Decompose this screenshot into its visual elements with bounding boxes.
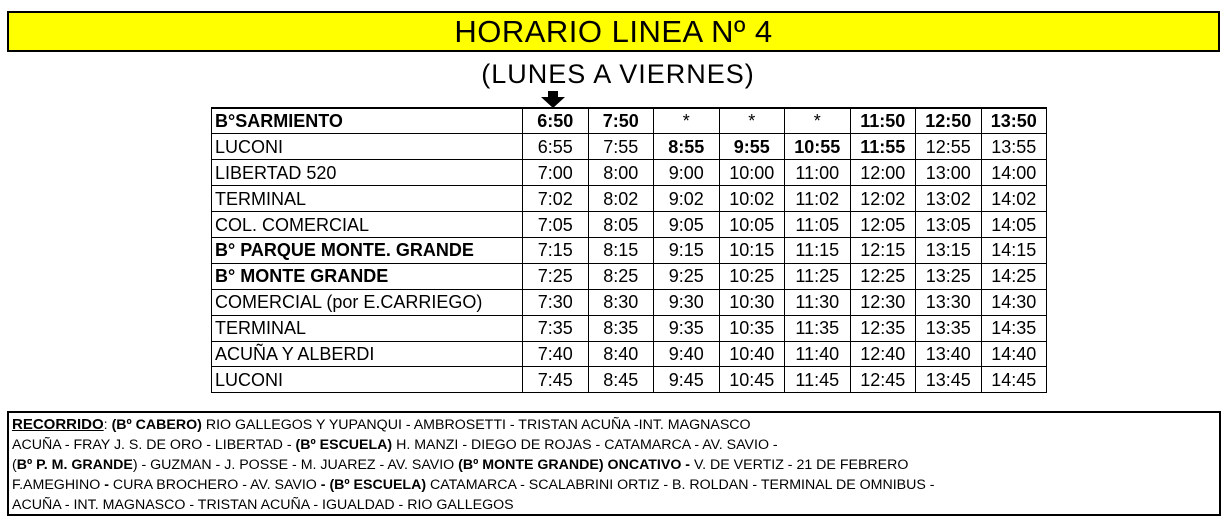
table-row [212,212,1047,238]
departure-time: 14:40 [981,341,1047,367]
departure-time: 14:00 [981,160,1047,186]
departure-time: 13:05 [916,212,982,238]
departure-time: 11:40 [785,341,851,367]
stop-name: TERMINAL [212,186,523,212]
departure-time: 8:45 [588,367,654,393]
departure-time: 9:55 [719,134,785,160]
departure-time: 7:15 [523,237,589,263]
route-label: RECORRIDO [12,416,104,433]
departure-time: 12:55 [916,134,982,160]
departure-time: 9:40 [654,341,720,367]
route-segment: ACUÑA - FRAY J. S. DE ORO - LIBERTAD - [12,437,296,453]
departure-time: 8:15 [588,237,654,263]
schedule-days: (LUNES A VIERNES) [481,59,755,89]
departure-time: 11:30 [785,289,851,315]
departure-time: 10:30 [719,289,785,315]
departure-time: 9:30 [654,289,720,315]
departure-time: 8:02 [588,186,654,212]
departure-time: 7:35 [523,315,589,341]
departure-time: 12:35 [850,315,916,341]
departure-time: 13:45 [916,367,982,393]
departure-time: 10:15 [719,237,785,263]
departure-time: 8:30 [588,289,654,315]
page-title-text: HORARIO LINEA Nº 4 [454,14,773,49]
departure-time: 7:25 [523,263,589,289]
departure-time: 6:50 [523,108,589,134]
departure-time: 14:25 [981,263,1047,289]
departure-time: * [654,108,720,134]
route-description [7,411,1221,516]
route-line [12,435,1219,455]
route-segment: Bº P. M. GRANDE [16,457,133,473]
departure-time: 7:30 [523,289,589,315]
departure-time: * [719,108,785,134]
departure-time: 10:00 [719,160,785,186]
stop-name: LIBERTAD 520 [212,160,523,186]
departure-time: 8:05 [588,212,654,238]
table-row [212,186,1047,212]
departure-time: 11:15 [785,237,851,263]
departure-time: 7:40 [523,341,589,367]
departure-time: 6:55 [523,134,589,160]
down-arrow-icon [540,91,566,108]
departure-time: 10:25 [719,263,785,289]
route-segment: H. MANZI - DIEGO DE ROJAS - CATAMARCA - AV. SAVIO - [392,437,778,453]
route-line [12,495,1219,515]
departure-time: 9:15 [654,237,720,263]
departure-time: 12:50 [916,108,982,134]
stop-name: ACUÑA Y ALBERDI [212,341,523,367]
stop-name: B° PARQUE MONTE. GRANDE [212,237,523,263]
stop-name: B°SARMIENTO [212,108,523,134]
table-row [212,289,1047,315]
departure-time: 7:55 [588,134,654,160]
stop-name: COL. COMERCIAL [212,212,523,238]
departure-time: 8:55 [654,134,720,160]
departure-time: 13:40 [916,341,982,367]
route-lines [12,415,1219,515]
departure-time: 11:35 [785,315,851,341]
route-segment: ) - GUZMAN - J. POSSE - M. JUAREZ - AV. SAVIO [132,457,459,473]
departure-time: 13:35 [916,315,982,341]
departure-time: 8:25 [588,263,654,289]
departure-time: 10:45 [719,367,785,393]
departure-time: 12:40 [850,341,916,367]
route-segment: - (Bº ESCUELA) [320,477,427,493]
departure-time: 12:25 [850,263,916,289]
route-segment: - [104,477,109,493]
departure-time: * [785,108,851,134]
departure-time: 8:40 [588,341,654,367]
departure-time: 9:45 [654,367,720,393]
route-segment: (Bº MONTE GRANDE) ONCATIVO - [458,457,691,473]
table-row [212,315,1047,341]
stop-name: LUCONI [212,134,523,160]
departure-time: 14:15 [981,237,1047,263]
departure-time: 10:55 [785,134,851,160]
departure-time: 12:45 [850,367,916,393]
departure-time: 7:02 [523,186,589,212]
departure-time: 7:45 [523,367,589,393]
schedule-table-body [212,108,1047,393]
table-row [212,367,1047,393]
departure-time: 7:00 [523,160,589,186]
departure-time: 10:05 [719,212,785,238]
departure-time: 13:50 [981,108,1047,134]
departure-time: 9:05 [654,212,720,238]
departure-time: 12:02 [850,186,916,212]
page-title [7,11,1220,52]
stop-name: LUCONI [212,367,523,393]
departure-time: 12:30 [850,289,916,315]
route-line [12,455,1219,475]
route-segment: (Bº ESCUELA) [295,437,393,453]
departure-time: 11:02 [785,186,851,212]
departure-time: 13:15 [916,237,982,263]
route-segment: CATAMARCA - SCALABRINI ORTIZ - B. ROLDAN - TERMINAL DE OMNIBUS - [426,477,935,493]
departure-time: 13:25 [916,263,982,289]
route-segment: CURA BROCHERO - AV. SAVIO [108,477,321,493]
table-row [212,263,1047,289]
departure-time: 14:05 [981,212,1047,238]
departure-time: 13:30 [916,289,982,315]
route-line [12,475,1219,495]
departure-time: 9:25 [654,263,720,289]
departure-time: 9:02 [654,186,720,212]
departure-time: 14:35 [981,315,1047,341]
departure-time: 12:15 [850,237,916,263]
departure-time: 14:02 [981,186,1047,212]
departure-time: 11:25 [785,263,851,289]
route-segment: V. DE VERTIZ - 21 DE FEBRERO [690,457,909,473]
table-row [212,134,1047,160]
route-segment: ACUÑA - INT. MAGNASCO - TRISTAN ACUÑA - IGUALDAD - RIO GALLEGOS [12,497,514,513]
departure-time: 10:40 [719,341,785,367]
route-segment: F.AMEGHINO [12,477,105,493]
departure-time: 9:35 [654,315,720,341]
departure-time: 7:50 [588,108,654,134]
route-line [12,415,1219,435]
stop-name: B° MONTE GRANDE [212,263,523,289]
departure-time: 14:45 [981,367,1047,393]
departure-time: 10:35 [719,315,785,341]
departure-time: 12:05 [850,212,916,238]
route-segment: ( [12,457,17,473]
departure-time: 13:00 [916,160,982,186]
departure-time: 11:55 [850,134,916,160]
stop-name: COMERCIAL (por E.CARRIEGO) [212,289,523,315]
stop-name: TERMINAL [212,315,523,341]
departure-time: 13:55 [981,134,1047,160]
departure-time: 11:45 [785,367,851,393]
route-segment: : [103,417,112,433]
schedule-table [211,107,1047,393]
departure-time: 10:02 [719,186,785,212]
departure-time: 9:00 [654,160,720,186]
table-row [212,160,1047,186]
departure-time: 8:00 [588,160,654,186]
departure-time: 11:05 [785,212,851,238]
table-row [212,341,1047,367]
departure-time: 8:35 [588,315,654,341]
departure-time: 11:50 [850,108,916,134]
route-segment: RIO GALLEGOS Y YUPANQUI - AMBROSETTI - TRISTAN ACUÑA -INT. MAGNASCO [201,417,751,433]
table-row [212,108,1047,134]
table-row [212,237,1047,263]
departure-time: 7:05 [523,212,589,238]
departure-time: 14:30 [981,289,1047,315]
departure-time: 13:02 [916,186,982,212]
departure-time: 12:00 [850,160,916,186]
departure-time: 11:00 [785,160,851,186]
route-segment: (Bº CABERO) [111,417,202,433]
